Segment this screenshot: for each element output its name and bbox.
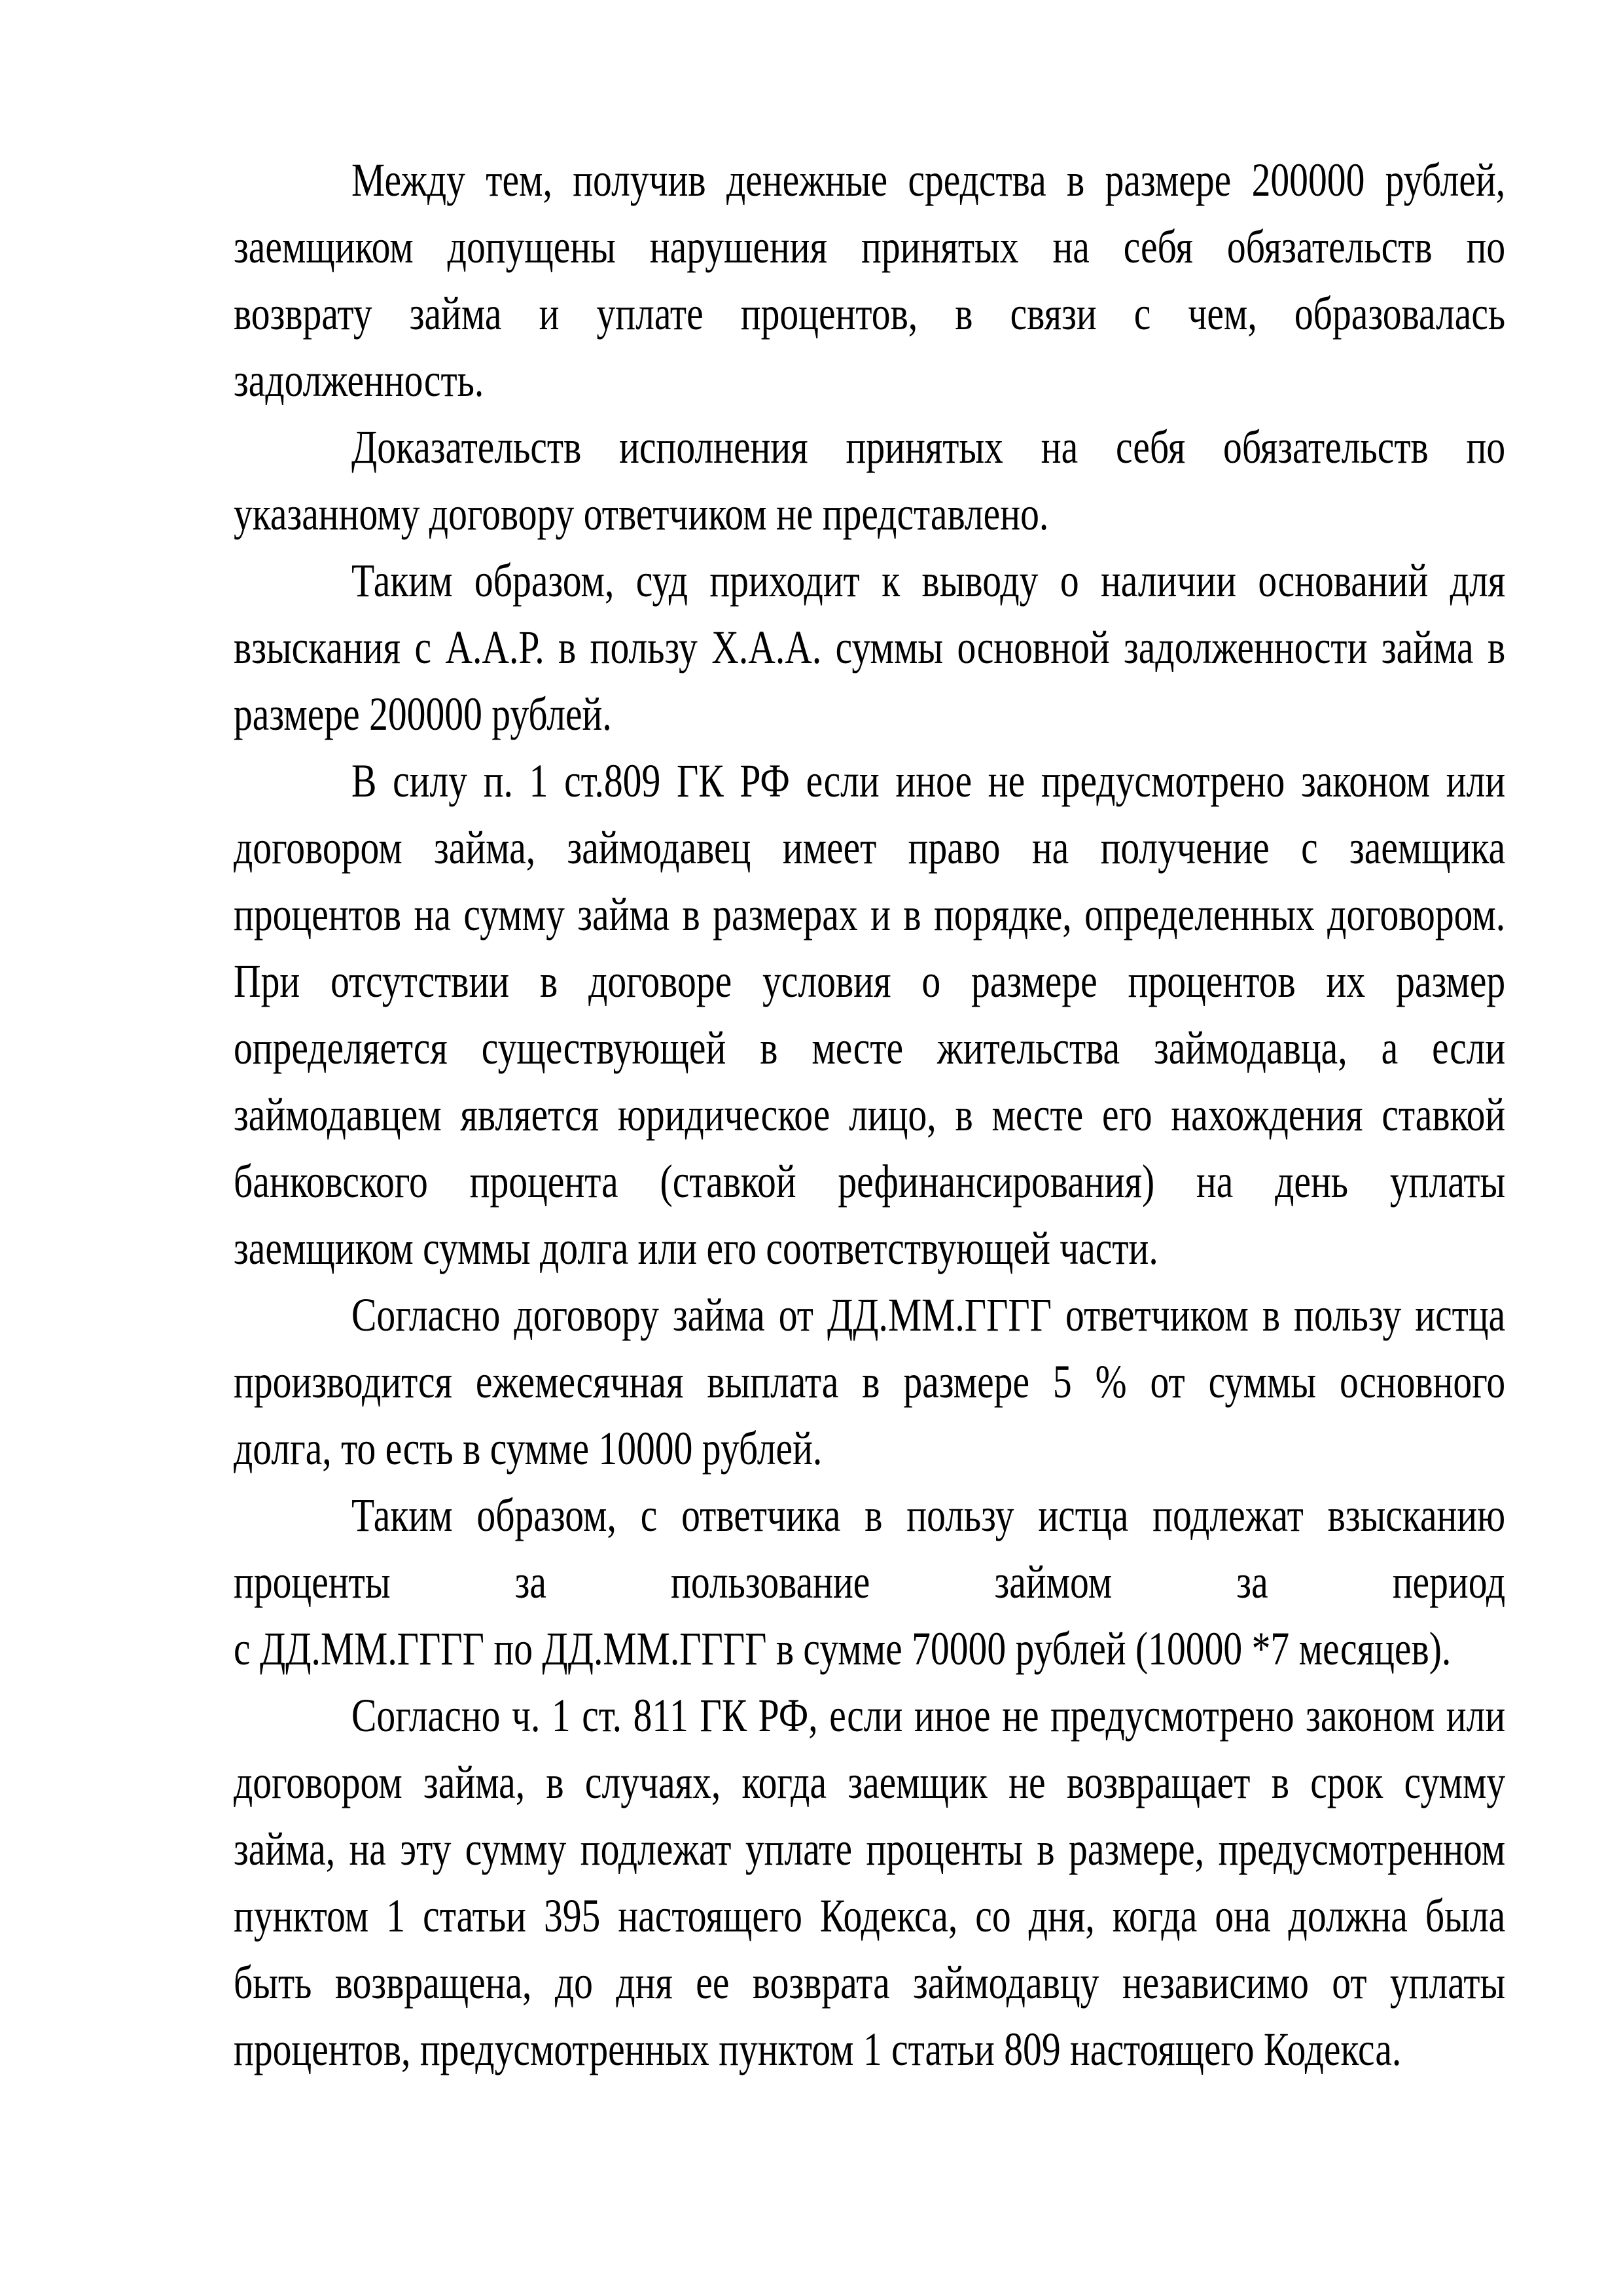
text-line: долга, то есть в сумме 10000 рублей. <box>234 1422 823 1475</box>
text-line: процентов на сумму займа в размерах и в порядке, определенных договором. <box>234 888 1506 941</box>
text-line: Согласно ч. 1 ст. 811 ГК РФ, если иное не предусмотрено законом или <box>351 1689 1506 1742</box>
text-line: задолженность. <box>234 354 484 406</box>
paragraph <box>234 1482 1505 1682</box>
text-line: договором займа, займодавец имеет право на получение с заемщика <box>234 821 1506 874</box>
text-line: договором займа, в случаях, когда заемщик не возвращает в срок сумму <box>234 1756 1506 1808</box>
text-line: процентов, предусмотренных пунктом 1 статьи 809 настоящего Кодекса. <box>234 2023 1402 2075</box>
text-line: пунктом 1 статьи 395 настоящего Кодекса, со дня, когда она должна была <box>234 1890 1506 1942</box>
text-line: заемщиком суммы долга или его соответствующей части. <box>234 1222 1158 1274</box>
paragraph <box>234 414 1505 547</box>
text-line: займодавцем является юридическое лицо, в месте его нахождения ставкой <box>234 1088 1506 1141</box>
paragraph <box>234 1682 1505 2083</box>
text-line: банковского процента (ставкой рефинансирования) на день уплаты <box>234 1155 1506 1208</box>
text-line: быть возвращена, до дня ее возврата займодавцу независимо от уплаты <box>234 1956 1506 2009</box>
paragraph <box>234 1282 1505 1482</box>
text-line: Таким образом, суд приходит к выводу о наличии оснований для <box>351 554 1506 607</box>
text-line: При отсутствии в договоре условия о размере процентов их размер <box>234 955 1506 1007</box>
text-line: с ДД.ММ.ГГГГ по ДД.ММ.ГГГГ в сумме 70000 рублей (10000 *7 месяцев). <box>234 1623 1452 1675</box>
text-line: определяется существующей в месте жительства займодавца, а если <box>234 1022 1506 1074</box>
text-line: заемщиком допущены нарушения принятых на себя обязательств по <box>234 221 1506 273</box>
paragraph <box>234 747 1505 1282</box>
text-line: Согласно договору займа от ДД.ММ.ГГГГ ответчиком в пользу истца <box>351 1289 1506 1341</box>
document-body <box>234 147 1505 2083</box>
text-line: Доказательств исполнения принятых на себя обязательств по <box>351 421 1506 473</box>
paragraph <box>234 547 1505 747</box>
text-line: В силу п. 1 ст.809 ГК РФ если иное не предусмотрено законом или <box>351 755 1506 807</box>
text-line: взыскания с А.А.Р. в пользу Х.А.А. суммы основной задолженности займа в <box>234 621 1506 673</box>
text-line: проценты за пользование займом за период <box>234 1556 1506 1608</box>
text-line: возврату займа и уплате процентов, в связи с чем, образовалась <box>234 287 1506 340</box>
text-line: производится ежемесячная выплата в размере 5 % от суммы основного <box>234 1355 1506 1408</box>
text-line: займа, на эту сумму подлежат уплате проценты в размере, предусмотренном <box>234 1823 1506 1875</box>
text-line: размере 200000 рублей. <box>234 688 612 740</box>
text-line: Между тем, получив денежные средства в размере 200000 рублей, <box>351 154 1506 206</box>
paragraph <box>234 147 1505 414</box>
text-line: указанному договору ответчиком не представлено. <box>234 488 1049 540</box>
text-line: Таким образом, с ответчика в пользу истца подлежат взысканию <box>351 1489 1506 1541</box>
